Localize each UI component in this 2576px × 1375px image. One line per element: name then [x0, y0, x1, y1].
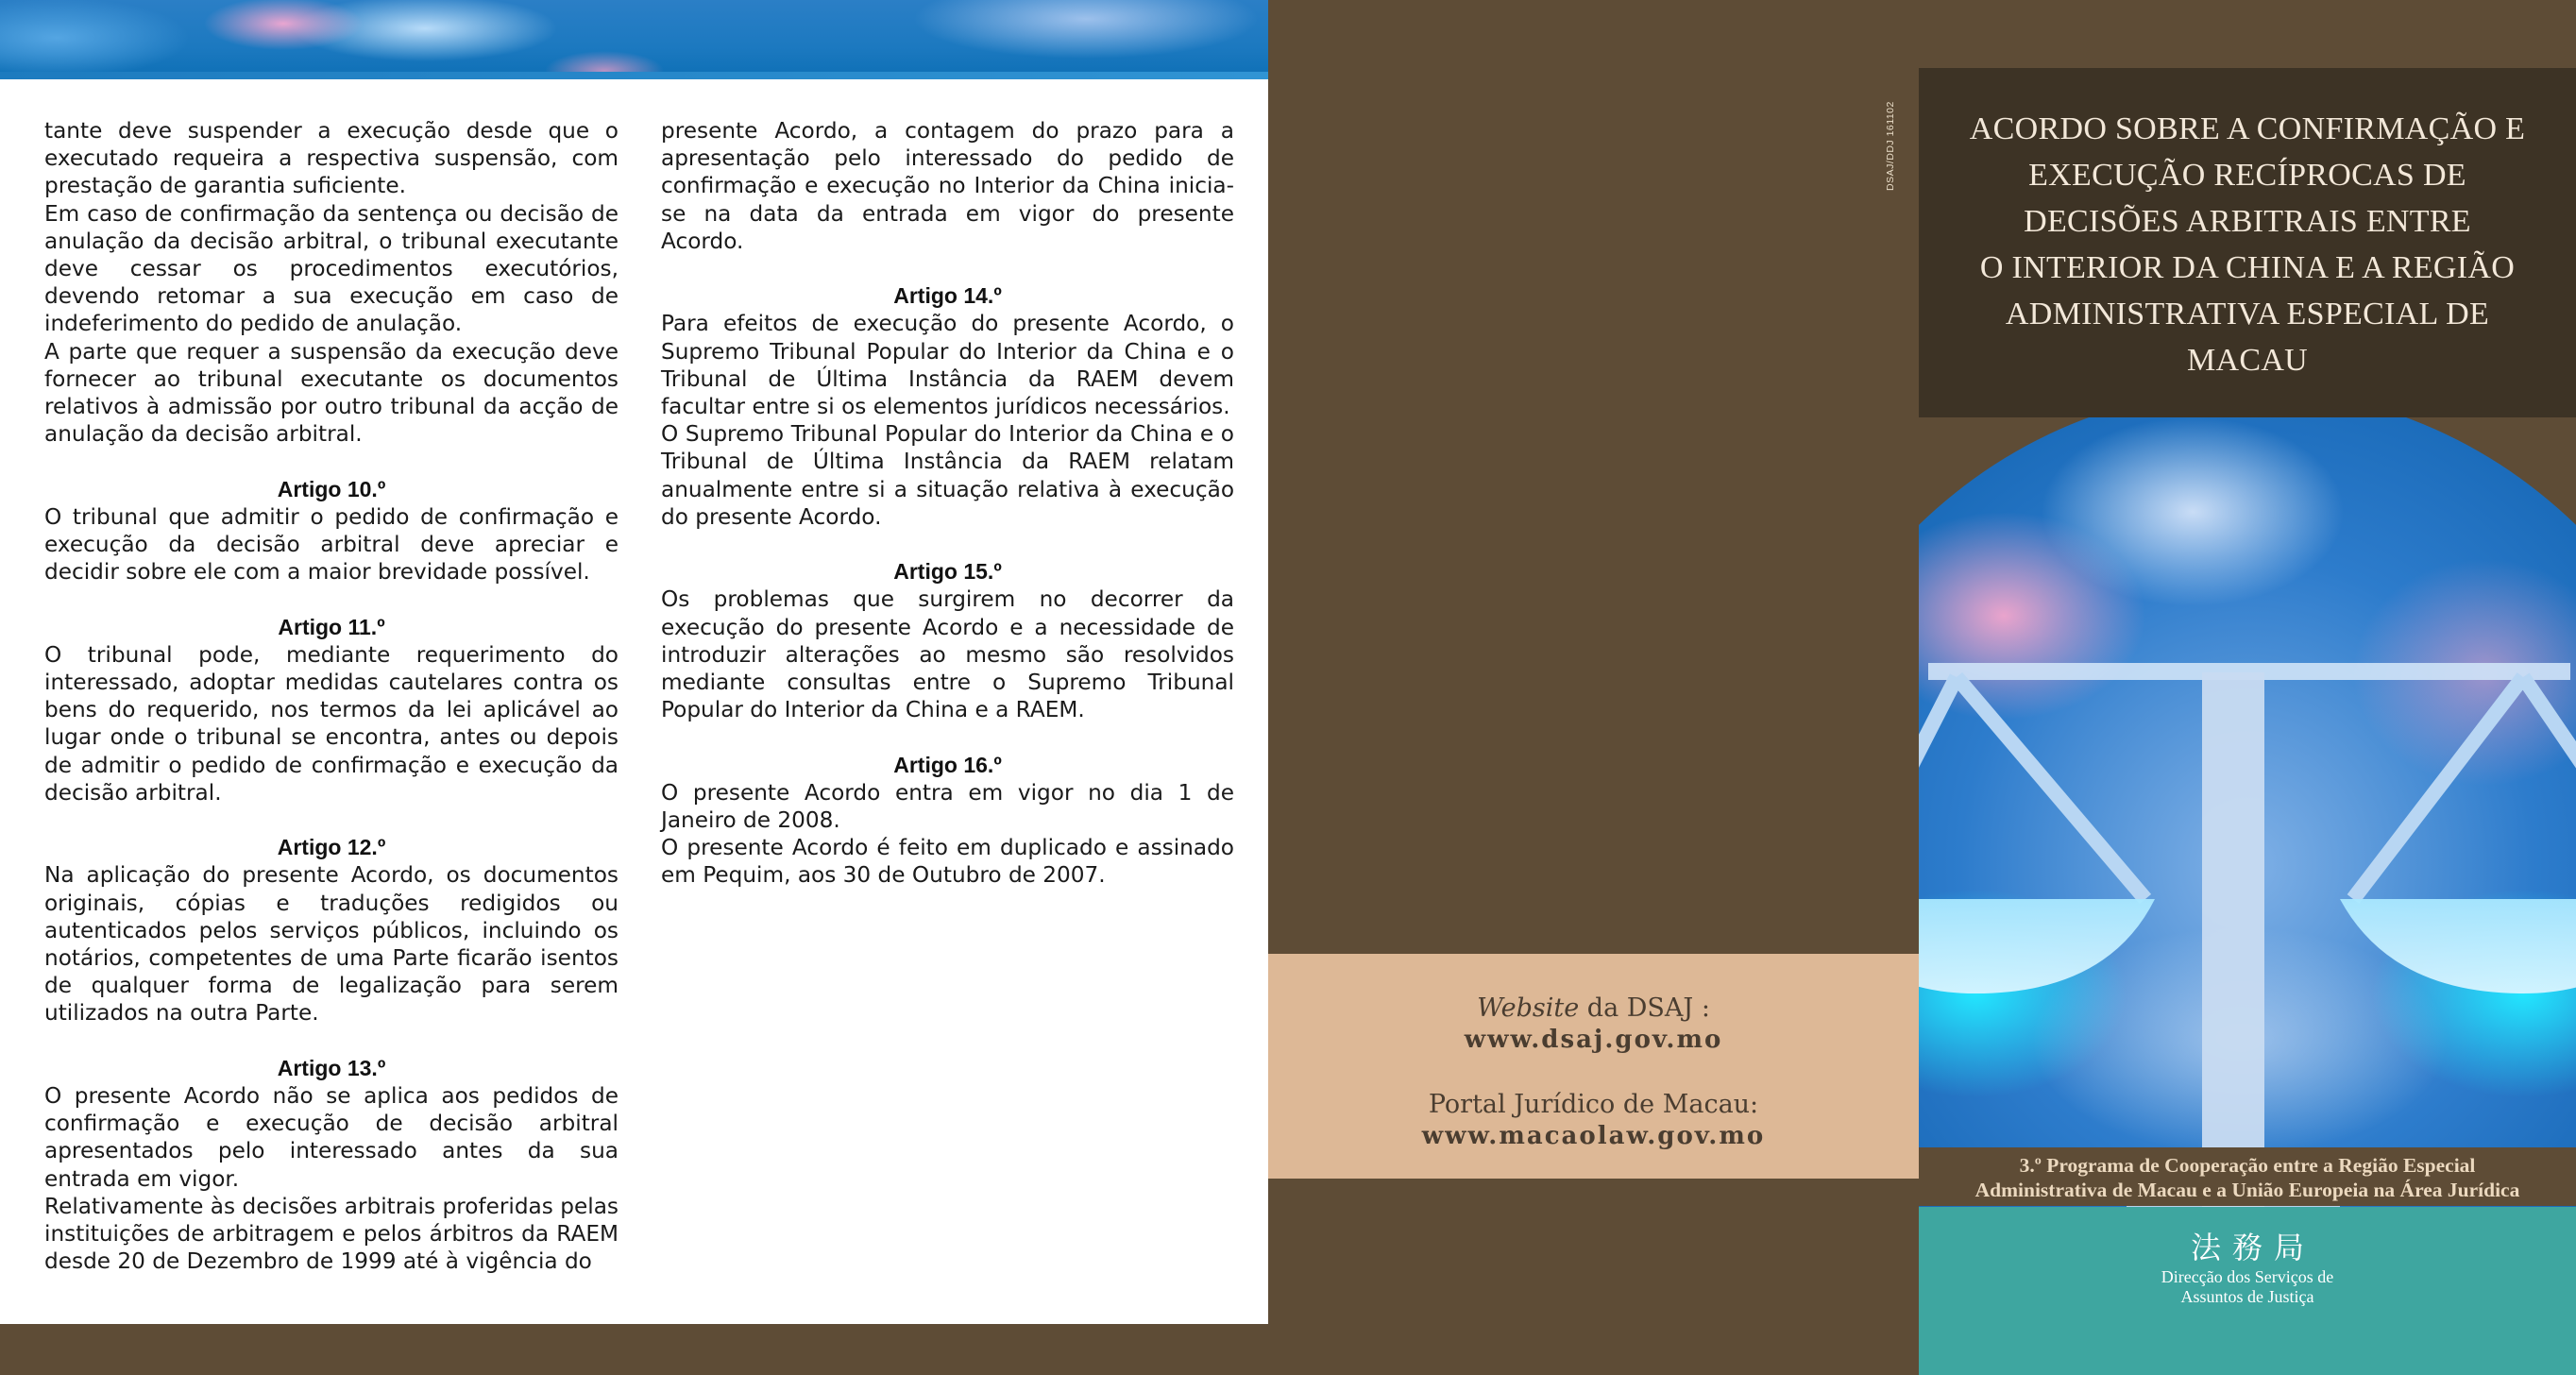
cover-title-line: O INTERIOR DA CHINA E A REGIÃO — [1979, 250, 2516, 285]
portal-url[interactable]: www.macaolaw.gov.mo — [1421, 1122, 1766, 1150]
paragraph: O Supremo Tribunal Popular do Interior da China e o Tribunal de Última Instância da RAEM relatam anualmente entre si a situação relativa à execução do presente Acordo. — [661, 421, 1234, 530]
text-column-2 — [661, 117, 1234, 890]
paragraph: A parte que requer a suspensão da execução deve fornecer ao tribunal executante os documentos relativos à admissão por outro tribunal da acção de anulação da decisão arbitral. — [44, 338, 619, 448]
website-label-italic: Website — [1477, 993, 1580, 1023]
agency-name-line-2: Assuntos de Justiça — [2180, 1287, 2314, 1306]
paragraph: O presente Acordo não se aplica aos pedidos de confirmação e execução de decisão arbitral apresentados pelo interessado antes da sua entrada em vigor. — [44, 1083, 619, 1192]
programme-box — [1919, 1147, 2576, 1206]
paragraph: Em caso de confirmação da sentença ou decisão de anulação da decisão arbitral, o tribunal executante deve cessar os procedimentos executórios, devendo retomar a sua execução em caso de indeferimento do pedido de anulação. — [44, 200, 619, 337]
cover-page — [1919, 68, 2576, 1375]
portal-label: Portal Jurídico de Macau: — [1428, 1090, 1759, 1119]
paragraph: Os problemas que surgirem no decorrer da execução do presente Acordo e a necessidade de introduzir alterações ao mesmo são resolvidos mediante consultas entre o Supremo Tribunal Popular do Interior da China e a RAEM. — [661, 586, 1234, 723]
decorative-band-bar — [0, 72, 1268, 79]
cover-title-box — [1919, 68, 2576, 417]
article-heading: Artigo 12.º — [277, 835, 386, 860]
agency-box — [1919, 1207, 2576, 1375]
text-column-1 — [44, 117, 619, 1275]
article-heading: Artigo 13.º — [277, 1055, 386, 1080]
cover-title — [1938, 106, 2557, 383]
website-url[interactable]: www.dsaj.gov.mo — [1464, 1026, 1723, 1054]
agency-chinese-name: 法務局 — [2190, 1230, 2315, 1265]
cover-title-line: ACORDO SOBRE A CONFIRMAÇÃO E — [1969, 111, 2526, 146]
article-heading: Artigo 16.º — [893, 752, 1002, 777]
article-heading: Artigo 15.º — [893, 559, 1002, 585]
paragraph: Na aplicação do presente Acordo, os documentos originais, cópias e traduções redigidos ou autenticados pelos serviços públicos, incluindo os notários, competentes de uma Parte ficarão isentos de qualquer forma de legalização para serem utilizados na outra Parte. — [44, 862, 619, 1027]
programme-line-2: Administrativa de Macau e a União Europeia na Área Jurídica — [1974, 1179, 2520, 1201]
paragraph: Para efeitos de execução do presente Acordo, o Supremo Tribunal Popular do Interior da China e o Tribunal de Última Instância da RAEM devem facultar entre si os elementos jurídicos necessários. — [661, 311, 1234, 420]
article-heading: Artigo 14.º — [893, 283, 1002, 309]
decorative-blue-band — [0, 0, 1268, 79]
paragraph: O presente Acordo entra em vigor no dia 1 de Janeiro de 2008. — [661, 779, 1234, 834]
paragraph: Relativamente às decisões arbitrais proferidas pelas instituições de arbitragem e pelos árbitros da RAEM desde 20 de Dezembro de 1999 até à vigência do — [44, 1193, 619, 1275]
article-heading: Artigo 11.º — [278, 614, 385, 639]
paragraph: O tribunal pode, mediante requerimento do interessado, adoptar medidas cautelares contra os bens do requerido, nos termos da lei aplicável ao lugar onde o tribunal se encontra, antes ou depois de admitir o pedido de confirmação e execução da decisão arbitral. — [44, 641, 619, 806]
article-heading: Artigo 10.º — [277, 476, 386, 501]
agency-name — [1919, 1267, 2576, 1307]
paragraph: presente Acordo, a contagem do prazo para a apresentação pelo interessado do pedido de confirmação e execução no Interior da China inicia-se na data da entrada em vigor do presente Acordo. — [661, 118, 1234, 254]
website-label-rest: da DSAJ : — [1579, 993, 1710, 1023]
cover-title-line: EXECUÇÃO RECÍPROCAS DE — [2028, 158, 2466, 193]
paragraph: O tribunal que admitir o pedido de confirmação e execução da decisão arbitral deve apreciar e decidir sobre ele com a maior brevidade possível. — [44, 503, 619, 586]
cover-title-line: MACAU — [2186, 343, 2309, 378]
cover-title-line: DECISÕES ARBITRAIS ENTRE — [2024, 204, 2471, 239]
paragraph: tante deve suspender a execução desde que o executado requeira a respectiva suspensão, com prestação de garantia suficiente. — [44, 118, 619, 199]
cover-title-line: ADMINISTRATIVA ESPECIAL DE — [2005, 297, 2490, 331]
paragraph: O presente Acordo é feito em duplicado e assinado em Pequim, aos 30 de Outubro de 2007. — [661, 835, 1234, 889]
website-info-box — [1268, 954, 1919, 1179]
agency-name-line-1: Direcção dos Serviços de — [2161, 1267, 2334, 1286]
website-label — [1268, 993, 1919, 1024]
programme-line-1: 3.º Programa de Cooperação entre a Região Especial — [2019, 1154, 2476, 1177]
left-text-page — [0, 0, 1268, 1324]
scales-of-justice-icon — [1919, 389, 2576, 1216]
side-document-code: DSAJ/DDJ 161102 — [1885, 101, 1896, 191]
